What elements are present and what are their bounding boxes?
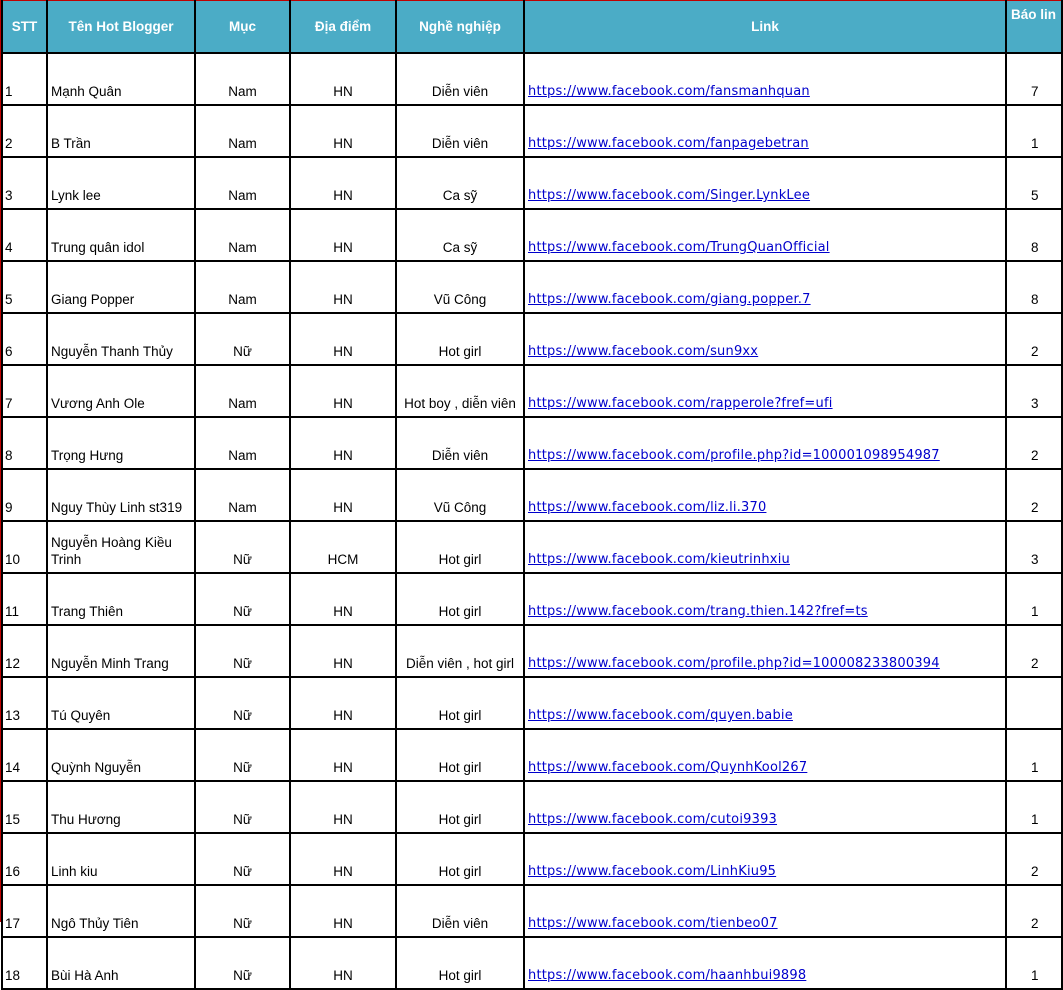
cell-name[interactable]: Tú Quyên bbox=[47, 677, 195, 729]
cell-stt[interactable]: 8 bbox=[2, 417, 47, 469]
cell-category[interactable]: Nam bbox=[195, 469, 290, 521]
cell-name[interactable]: B Trần bbox=[47, 105, 195, 157]
cell-location[interactable]: HN bbox=[290, 885, 396, 937]
cell-stt[interactable]: 16 bbox=[2, 833, 47, 885]
table-row bbox=[2, 261, 1062, 313]
cell-name[interactable]: Mạnh Quân bbox=[47, 53, 195, 105]
cell-last[interactable]: 1 bbox=[1006, 573, 1062, 625]
cell-category[interactable]: Nam bbox=[195, 365, 290, 417]
cell-category[interactable]: Nam bbox=[195, 209, 290, 261]
cell-category[interactable]: Nam bbox=[195, 53, 290, 105]
profile-link[interactable]: https://www.facebook.com/trang.thien.142?fref=ts bbox=[528, 604, 868, 619]
cell-stt[interactable]: 3 bbox=[2, 157, 47, 209]
cell-last[interactable]: 2 bbox=[1006, 313, 1062, 365]
cell-stt[interactable]: 1 bbox=[2, 53, 47, 105]
cell-location[interactable]: HN bbox=[290, 677, 396, 729]
cell-link[interactable] bbox=[524, 53, 1006, 105]
profile-link[interactable]: https://www.facebook.com/sun9xx bbox=[528, 344, 759, 359]
cell-category[interactable]: Nữ bbox=[195, 937, 290, 989]
cell-stt[interactable]: 18 bbox=[2, 937, 47, 989]
cell-category[interactable]: Nữ bbox=[195, 677, 290, 729]
cell-stt[interactable]: 15 bbox=[2, 781, 47, 833]
cell-last[interactable]: 1 bbox=[1006, 781, 1062, 833]
cell-name[interactable]: Trang Thiên bbox=[47, 573, 195, 625]
cell-job[interactable]: Diễn viên bbox=[396, 53, 524, 105]
cell-category[interactable]: Nữ bbox=[195, 781, 290, 833]
cell-last[interactable]: 8 bbox=[1006, 209, 1062, 261]
cell-link[interactable] bbox=[524, 677, 1006, 729]
profile-link[interactable]: https://www.facebook.com/kieutrinhxiu bbox=[528, 552, 790, 567]
cell-last[interactable]: 7 bbox=[1006, 53, 1062, 105]
table-row bbox=[2, 469, 1062, 521]
cell-link[interactable] bbox=[524, 469, 1006, 521]
cell-category[interactable]: Nữ bbox=[195, 729, 290, 781]
cell-location[interactable]: HN bbox=[290, 365, 396, 417]
cell-link[interactable] bbox=[524, 781, 1006, 833]
cell-link[interactable] bbox=[524, 521, 1006, 573]
cell-location[interactable]: HN bbox=[290, 417, 396, 469]
header-location[interactable]: Địa điểm bbox=[290, 1, 396, 54]
cell-last[interactable]: 2 bbox=[1006, 469, 1062, 521]
cell-last[interactable]: 1 bbox=[1006, 105, 1062, 157]
cell-location[interactable]: HN bbox=[290, 625, 396, 677]
cell-name[interactable]: Nguyễn Minh Trang bbox=[47, 625, 195, 677]
header-name[interactable]: Tên Hot Blogger bbox=[47, 1, 195, 54]
table-row bbox=[2, 677, 1062, 729]
cell-last[interactable]: 2 bbox=[1006, 417, 1062, 469]
cell-name[interactable]: Nguyễn Thanh Thủy bbox=[47, 313, 195, 365]
cell-name[interactable]: Thu Hương bbox=[47, 781, 195, 833]
cell-job[interactable]: Hot girl bbox=[396, 833, 524, 885]
table-row bbox=[2, 625, 1062, 677]
header-job[interactable]: Nghề nghiệp bbox=[396, 1, 524, 54]
cell-job[interactable]: Hot girl bbox=[396, 573, 524, 625]
cell-link[interactable] bbox=[524, 157, 1006, 209]
cell-location[interactable]: HN bbox=[290, 937, 396, 989]
cell-category[interactable]: Nam bbox=[195, 261, 290, 313]
cell-location[interactable]: HN bbox=[290, 313, 396, 365]
cell-link[interactable] bbox=[524, 105, 1006, 157]
cell-stt[interactable]: 17 bbox=[2, 885, 47, 937]
cell-category[interactable]: Nữ bbox=[195, 625, 290, 677]
cell-category[interactable]: Nữ bbox=[195, 573, 290, 625]
cell-category[interactable]: Nam bbox=[195, 157, 290, 209]
cell-link[interactable] bbox=[524, 417, 1006, 469]
cell-stt[interactable]: 4 bbox=[2, 209, 47, 261]
cell-link[interactable] bbox=[524, 209, 1006, 261]
cell-category[interactable]: Nam bbox=[195, 417, 290, 469]
table-row bbox=[2, 417, 1062, 469]
cell-link[interactable] bbox=[524, 313, 1006, 365]
cell-stt[interactable]: 12 bbox=[2, 625, 47, 677]
cell-link[interactable] bbox=[524, 261, 1006, 313]
cell-stt[interactable]: 10 bbox=[2, 521, 47, 573]
cell-location[interactable]: HN bbox=[290, 833, 396, 885]
cell-link[interactable] bbox=[524, 833, 1006, 885]
cell-job[interactable]: Hot girl bbox=[396, 313, 524, 365]
cell-stt[interactable]: 2 bbox=[2, 105, 47, 157]
cell-job[interactable]: Diễn viên bbox=[396, 417, 524, 469]
profile-link[interactable]: https://www.facebook.com/quyen.babie bbox=[528, 708, 793, 723]
cell-location[interactable]: HN bbox=[290, 157, 396, 209]
table-body bbox=[2, 53, 1062, 989]
table-row bbox=[2, 729, 1062, 781]
header-link[interactable]: Link bbox=[524, 1, 1006, 54]
cell-name[interactable]: Quỳnh Nguyễn bbox=[47, 729, 195, 781]
cell-link[interactable] bbox=[524, 365, 1006, 417]
cell-name[interactable]: Nguy Thùy Linh st319 bbox=[47, 469, 195, 521]
cell-job[interactable]: Hot girl bbox=[396, 729, 524, 781]
cell-last[interactable]: 1 bbox=[1006, 937, 1062, 989]
table-row bbox=[2, 365, 1062, 417]
cell-category[interactable]: Nam bbox=[195, 105, 290, 157]
cell-name[interactable]: Lynk lee bbox=[47, 157, 195, 209]
cell-job[interactable]: Diễn viên , hot girl bbox=[396, 625, 524, 677]
header-stt[interactable]: STT bbox=[2, 1, 47, 54]
cell-last[interactable]: 2 bbox=[1006, 625, 1062, 677]
table-row bbox=[2, 53, 1062, 105]
cell-job[interactable]: Hot boy , diễn viên bbox=[396, 365, 524, 417]
cell-job[interactable]: Diễn viên bbox=[396, 105, 524, 157]
cell-job[interactable]: Hot girl bbox=[396, 677, 524, 729]
profile-link[interactable]: https://www.facebook.com/Singer.LynkLee bbox=[528, 188, 811, 203]
cell-last[interactable]: 3 bbox=[1006, 365, 1062, 417]
cell-job[interactable]: Ca sỹ bbox=[396, 209, 524, 261]
cell-link[interactable] bbox=[524, 885, 1006, 937]
cell-name[interactable]: Trung quân idol bbox=[47, 209, 195, 261]
cell-location[interactable]: HN bbox=[290, 573, 396, 625]
profile-link[interactable]: https://www.facebook.com/liz.li.370 bbox=[528, 500, 767, 515]
cell-stt[interactable]: 14 bbox=[2, 729, 47, 781]
cell-last[interactable]: 5 bbox=[1006, 157, 1062, 209]
profile-link[interactable]: https://www.facebook.com/LinhKiu95 bbox=[528, 864, 777, 879]
profile-link[interactable]: https://www.facebook.com/QuynhKool267 bbox=[528, 760, 808, 775]
profile-link[interactable]: https://www.facebook.com/rapperole?fref=ufi bbox=[528, 396, 833, 411]
cell-stt[interactable]: 13 bbox=[2, 677, 47, 729]
cell-location[interactable]: HN bbox=[290, 105, 396, 157]
cell-name[interactable]: Linh kiu bbox=[47, 833, 195, 885]
blogger-table bbox=[1, 0, 1063, 990]
cell-job[interactable]: Hot girl bbox=[396, 781, 524, 833]
profile-link[interactable]: https://www.facebook.com/tienbeo07 bbox=[528, 916, 778, 931]
cell-last[interactable]: 1 bbox=[1006, 729, 1062, 781]
table-row bbox=[2, 105, 1062, 157]
cell-last[interactable]: 2 bbox=[1006, 833, 1062, 885]
cell-job[interactable]: Vũ Công bbox=[396, 261, 524, 313]
cell-stt[interactable]: 7 bbox=[2, 365, 47, 417]
cell-location[interactable]: HN bbox=[290, 781, 396, 833]
profile-link[interactable]: https://www.facebook.com/cutoi9393 bbox=[528, 812, 778, 827]
cell-name[interactable]: Giang Popper bbox=[47, 261, 195, 313]
cell-category[interactable]: Nữ bbox=[195, 833, 290, 885]
profile-link[interactable]: https://www.facebook.com/fansmanhquan bbox=[528, 84, 810, 99]
cell-link[interactable] bbox=[524, 573, 1006, 625]
cell-category[interactable]: Nữ bbox=[195, 885, 290, 937]
cell-category[interactable]: Nữ bbox=[195, 521, 290, 573]
cell-job[interactable]: Ca sỹ bbox=[396, 157, 524, 209]
cell-last[interactable]: 3 bbox=[1006, 521, 1062, 573]
profile-link[interactable]: https://www.facebook.com/giang.popper.7 bbox=[528, 292, 811, 307]
cell-name[interactable]: Bùi Hà Anh bbox=[47, 937, 195, 989]
profile-link[interactable]: https://www.facebook.com/profile.php?id=100008233800394 bbox=[528, 656, 940, 671]
cell-last[interactable]: 2 bbox=[1006, 885, 1062, 937]
header-row bbox=[2, 1, 1062, 54]
cell-stt[interactable]: 5 bbox=[2, 261, 47, 313]
cell-category[interactable]: Nữ bbox=[195, 313, 290, 365]
table-row bbox=[2, 833, 1062, 885]
profile-link[interactable]: https://www.facebook.com/profile.php?id=100001098954987 bbox=[528, 448, 940, 463]
table-row bbox=[2, 781, 1062, 833]
table-row bbox=[2, 521, 1062, 573]
cell-stt[interactable]: 9 bbox=[2, 469, 47, 521]
profile-link[interactable]: https://www.facebook.com/TrungQuanOfficial bbox=[528, 240, 830, 255]
table-row bbox=[2, 313, 1062, 365]
cell-job[interactable]: Hot girl bbox=[396, 521, 524, 573]
table-row bbox=[2, 937, 1062, 989]
cell-job[interactable]: Diễn viên bbox=[396, 885, 524, 937]
cell-name[interactable]: Vương Anh Ole bbox=[47, 365, 195, 417]
header-last[interactable]: Báo lin bbox=[1006, 1, 1062, 54]
profile-link[interactable]: https://www.facebook.com/haanhbui9898 bbox=[528, 968, 807, 983]
header-category[interactable]: Mục bbox=[195, 1, 290, 54]
cell-location[interactable]: HN bbox=[290, 53, 396, 105]
cell-stt[interactable]: 6 bbox=[2, 313, 47, 365]
profile-link[interactable]: https://www.facebook.com/fanpagebetran bbox=[528, 136, 809, 151]
cell-link[interactable] bbox=[524, 729, 1006, 781]
cell-location[interactable]: HN bbox=[290, 469, 396, 521]
cell-location[interactable]: HN bbox=[290, 209, 396, 261]
cell-job[interactable]: Hot girl bbox=[396, 937, 524, 989]
cell-location[interactable]: HN bbox=[290, 261, 396, 313]
table-row bbox=[2, 157, 1062, 209]
cell-location[interactable]: HN bbox=[290, 729, 396, 781]
table-row bbox=[2, 573, 1062, 625]
cell-name[interactable]: Trọng Hưng bbox=[47, 417, 195, 469]
cell-link[interactable] bbox=[524, 937, 1006, 989]
cell-name[interactable]: Nguyễn Hoàng Kiều Trinh bbox=[47, 521, 195, 573]
table-row bbox=[2, 209, 1062, 261]
cell-link[interactable] bbox=[524, 625, 1006, 677]
cell-name[interactable]: Ngô Thủy Tiên bbox=[47, 885, 195, 937]
cell-last[interactable] bbox=[1006, 677, 1062, 729]
cell-job[interactable]: Vũ Công bbox=[396, 469, 524, 521]
cell-location[interactable]: HCM bbox=[290, 521, 396, 573]
cell-stt[interactable]: 11 bbox=[2, 573, 47, 625]
cell-last[interactable]: 8 bbox=[1006, 261, 1062, 313]
table-row bbox=[2, 885, 1062, 937]
